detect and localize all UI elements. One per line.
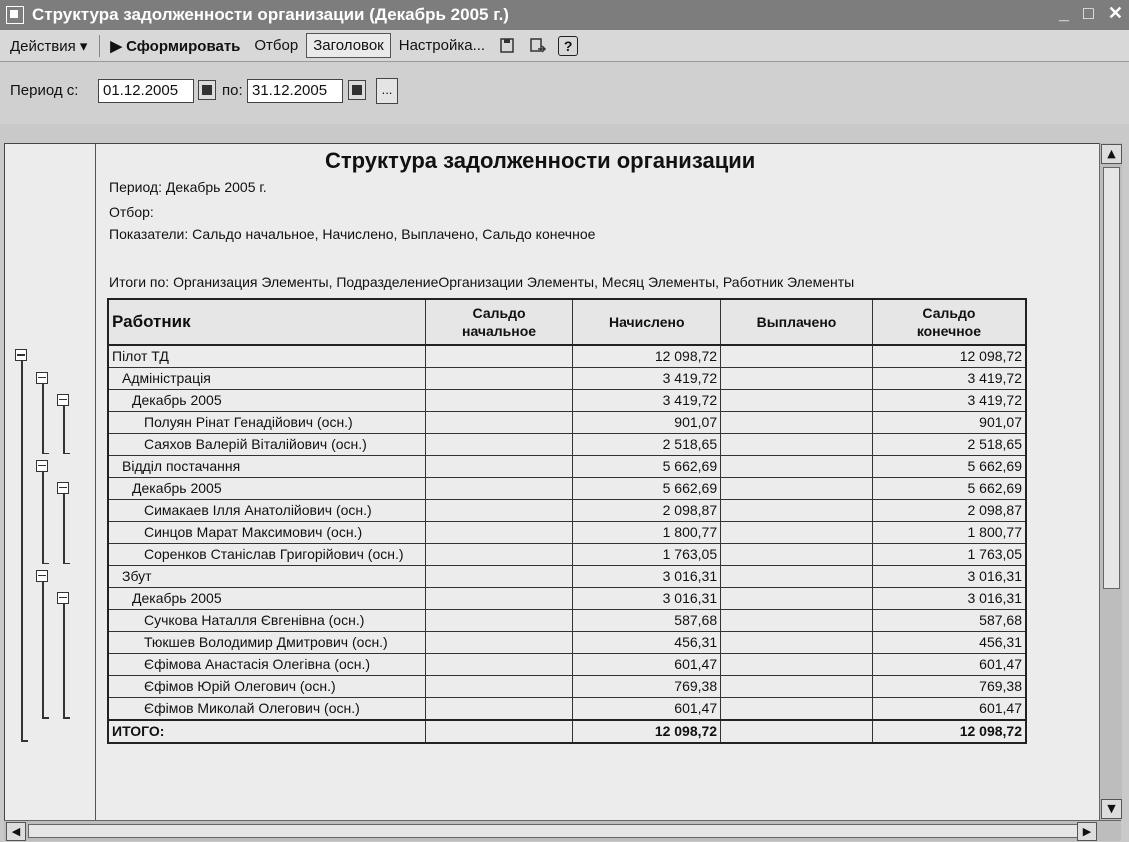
table-header-row — [108, 299, 1026, 345]
table-row[interactable] — [108, 654, 1026, 676]
collapse-group-icon[interactable] — [57, 482, 69, 494]
row-end-balance-cell: 5 662,69 — [872, 478, 1026, 500]
column-header: Сальдо конечное — [872, 299, 1026, 345]
row-accrued-cell: 587,68 — [573, 610, 721, 632]
report-filter-line: Отбор: — [109, 204, 154, 220]
column-header: Выплачено — [721, 299, 873, 345]
minimize-button[interactable]: _ — [1059, 3, 1070, 23]
row-start-balance-cell — [425, 544, 573, 566]
row-end-balance-cell: 2 098,87 — [872, 500, 1026, 522]
table-row[interactable] — [108, 456, 1026, 478]
period-to-input[interactable]: 31.12.2005 — [247, 79, 343, 103]
row-paid-cell — [721, 368, 873, 390]
group-tree-line — [63, 494, 65, 563]
row-paid-cell — [721, 434, 873, 456]
row-paid-cell — [721, 698, 873, 721]
collapse-group-icon[interactable] — [36, 372, 48, 384]
row-accrued-cell: 3 016,31 — [573, 588, 721, 610]
row-accrued-cell: 601,47 — [573, 654, 721, 676]
generate-button[interactable]: ▶ Сформировать — [110, 37, 241, 55]
row-end-balance-cell: 2 518,65 — [872, 434, 1026, 456]
group-tree-line — [42, 582, 44, 718]
help-button[interactable]: ? — [558, 36, 578, 56]
row-name-cell: Декабрь 2005 — [108, 588, 425, 610]
app-icon — [6, 6, 24, 24]
row-paid-cell — [721, 345, 873, 368]
row-start-balance-cell — [425, 434, 573, 456]
table-row[interactable] — [108, 610, 1026, 632]
table-row[interactable] — [108, 522, 1026, 544]
row-end-balance-cell: 3 016,31 — [872, 588, 1026, 610]
row-end-balance-cell: 3 419,72 — [872, 390, 1026, 412]
row-end-balance-cell: 601,47 — [872, 698, 1026, 721]
row-name-cell: Соренков Станіслав Григорійович (осн.) — [108, 544, 425, 566]
scroll-up-icon[interactable]: ▲ — [1101, 144, 1122, 164]
close-button[interactable]: ✕ — [1107, 3, 1123, 23]
period-select-button[interactable]: ... — [376, 78, 398, 104]
row-name-cell: Єфімов Юрій Олегович (осн.) — [108, 676, 425, 698]
row-name-cell: Декабрь 2005 — [108, 478, 425, 500]
group-tree-line — [42, 563, 49, 565]
horizontal-scrollbar[interactable] — [4, 820, 1121, 841]
row-end-balance-cell: 3 016,31 — [872, 566, 1026, 588]
table-row[interactable] — [108, 390, 1026, 412]
row-accrued-cell: 901,07 — [573, 412, 721, 434]
row-paid-cell — [721, 522, 873, 544]
table-row[interactable] — [108, 544, 1026, 566]
group-tree-line — [42, 472, 44, 563]
row-end-balance-cell: 601,47 — [872, 654, 1026, 676]
row-name-cell: Адміністрація — [108, 368, 425, 390]
table-row[interactable] — [108, 345, 1026, 368]
title-bar — [0, 0, 1129, 30]
column-header: Работник — [108, 299, 425, 345]
row-accrued-cell: 2 098,87 — [573, 500, 721, 522]
table-row[interactable] — [108, 676, 1026, 698]
grouping-gutter — [5, 144, 96, 821]
filter-button[interactable]: Отбор — [254, 37, 299, 54]
total-accrued-cell: 12 098,72 — [573, 720, 721, 743]
row-paid-cell — [721, 676, 873, 698]
horizontal-scroll-thumb[interactable] — [28, 824, 1090, 838]
row-paid-cell — [721, 456, 873, 478]
table-row[interactable] — [108, 500, 1026, 522]
row-name-cell: Збут — [108, 566, 425, 588]
row-paid-cell — [721, 412, 873, 434]
period-from-label: Период с: — [10, 82, 79, 99]
row-start-balance-cell — [425, 522, 573, 544]
row-name-cell: Синцов Марат Максимович (осн.) — [108, 522, 425, 544]
row-accrued-cell: 2 518,65 — [573, 434, 721, 456]
group-tree-line — [21, 361, 23, 740]
row-accrued-cell: 3 419,72 — [573, 368, 721, 390]
row-accrued-cell: 3 419,72 — [573, 390, 721, 412]
row-paid-cell — [721, 390, 873, 412]
row-start-balance-cell — [425, 478, 573, 500]
row-start-balance-cell — [425, 676, 573, 698]
row-start-balance-cell — [425, 698, 573, 721]
row-end-balance-cell: 3 419,72 — [872, 368, 1026, 390]
row-start-balance-cell — [425, 456, 573, 478]
calendar-from-icon[interactable] — [198, 80, 216, 100]
collapse-group-icon[interactable] — [36, 570, 48, 582]
row-name-cell: Відділ постачання — [108, 456, 425, 478]
group-tree-line — [63, 717, 70, 719]
column-header: Сальдо начальное — [425, 299, 573, 345]
group-tree-line — [42, 717, 49, 719]
table-total-row — [108, 720, 1026, 743]
row-paid-cell — [721, 566, 873, 588]
table-row[interactable] — [108, 434, 1026, 456]
table-row[interactable] — [108, 698, 1026, 721]
row-start-balance-cell — [425, 500, 573, 522]
settings-button[interactable]: Настройка... — [398, 37, 486, 54]
row-end-balance-cell: 769,38 — [872, 676, 1026, 698]
total-end-cell: 12 098,72 — [872, 720, 1026, 743]
collapse-group-icon[interactable] — [57, 394, 69, 406]
row-start-balance-cell — [425, 588, 573, 610]
group-tree-line — [63, 563, 70, 565]
group-tree-line — [63, 453, 70, 455]
row-accrued-cell: 1 763,05 — [573, 544, 721, 566]
row-paid-cell — [721, 500, 873, 522]
row-accrued-cell: 5 662,69 — [573, 478, 721, 500]
row-paid-cell — [721, 544, 873, 566]
report-table — [107, 298, 1027, 744]
row-start-balance-cell — [425, 345, 573, 368]
row-end-balance-cell: 1 763,05 — [872, 544, 1026, 566]
table-row[interactable] — [108, 566, 1026, 588]
row-paid-cell — [721, 654, 873, 676]
group-tree-line — [42, 384, 44, 453]
scroll-down-icon[interactable]: ▼ — [1101, 799, 1122, 819]
group-tree-line — [63, 406, 65, 453]
row-start-balance-cell — [425, 654, 573, 676]
report-totals-line: Итоги по: Организация Элементы, ПодразделениеОрганизации Элементы, Месяц Элементы, Работник Элементы — [109, 274, 855, 290]
row-paid-cell — [721, 632, 873, 654]
table-row[interactable] — [108, 478, 1026, 500]
row-end-balance-cell: 12 098,72 — [872, 345, 1026, 368]
row-start-balance-cell — [425, 566, 573, 588]
table-row[interactable] — [108, 588, 1026, 610]
report-title: Структура задолженности организации — [325, 148, 756, 173]
row-name-cell: Єфімова Анастасія Олегівна (осн.) — [108, 654, 425, 676]
column-header: Начислено — [573, 299, 721, 345]
group-tree-line — [21, 740, 28, 742]
row-name-cell: Полуян Рінат Генадійович (осн.) — [108, 412, 425, 434]
period-from-input[interactable]: 01.12.2005 — [98, 79, 194, 103]
row-accrued-cell: 3 016,31 — [573, 566, 721, 588]
row-start-balance-cell — [425, 632, 573, 654]
row-name-cell: Тюкшев Володимир Дмитрович (осн.) — [108, 632, 425, 654]
row-start-balance-cell — [425, 390, 573, 412]
row-start-balance-cell — [425, 412, 573, 434]
row-end-balance-cell: 456,31 — [872, 632, 1026, 654]
table-row[interactable] — [108, 632, 1026, 654]
row-paid-cell — [721, 610, 873, 632]
header-toggle-button[interactable]: Заголовок — [306, 33, 391, 58]
row-name-cell: Саяхов Валерій Віталійович (осн.) — [108, 434, 425, 456]
save-settings-icon[interactable] — [498, 36, 518, 56]
row-paid-cell — [721, 478, 873, 500]
row-start-balance-cell — [425, 610, 573, 632]
toolbar-separator — [99, 35, 100, 57]
total-start-cell — [425, 720, 573, 743]
total-paid-cell — [721, 720, 873, 743]
row-end-balance-cell: 5 662,69 — [872, 456, 1026, 478]
row-name-cell: Декабрь 2005 — [108, 390, 425, 412]
maximize-button[interactable]: □ — [1083, 3, 1094, 23]
row-end-balance-cell: 901,07 — [872, 412, 1026, 434]
row-name-cell: Пілот ТД — [108, 345, 425, 368]
row-name-cell: Єфімов Миколай Олегович (осн.) — [108, 698, 425, 721]
report-period-line: Период: Декабрь 2005 г. — [109, 179, 267, 195]
row-accrued-cell: 456,31 — [573, 632, 721, 654]
group-tree-line — [63, 604, 65, 718]
vertical-scroll-thumb[interactable] — [1103, 167, 1120, 589]
period-panel — [0, 62, 1129, 124]
row-name-cell: Симакаев Ілля Анатолійович (осн.) — [108, 500, 425, 522]
row-end-balance-cell: 1 800,77 — [872, 522, 1026, 544]
restore-settings-icon[interactable] — [528, 36, 548, 56]
collapse-group-icon[interactable] — [36, 460, 48, 472]
row-accrued-cell: 769,38 — [573, 676, 721, 698]
row-name-cell: Сучкова Наталля Євгенівна (осн.) — [108, 610, 425, 632]
total-label-cell: ИТОГО: — [108, 720, 425, 743]
row-paid-cell — [721, 588, 873, 610]
vertical-scrollbar[interactable] — [1099, 143, 1122, 820]
toolbar — [0, 30, 1129, 62]
window-title: Структура задолженности организации (Декабрь 2005 г.) — [32, 5, 509, 24]
scroll-left-icon[interactable]: ◀ — [6, 822, 26, 841]
collapse-group-icon[interactable] — [15, 349, 27, 361]
group-tree-line — [42, 453, 49, 455]
table-row[interactable] — [108, 412, 1026, 434]
scroll-right-icon[interactable]: ▶ — [1077, 822, 1097, 841]
calendar-to-icon[interactable] — [348, 80, 366, 100]
row-accrued-cell: 1 800,77 — [573, 522, 721, 544]
report-indicators-line: Показатели: Сальдо начальное, Начислено, Выплачено, Сальдо конечное — [109, 226, 596, 242]
period-to-label: по: — [222, 82, 243, 99]
actions-menu[interactable]: Действия ▾ — [10, 37, 88, 55]
row-accrued-cell: 5 662,69 — [573, 456, 721, 478]
row-start-balance-cell — [425, 368, 573, 390]
row-end-balance-cell: 587,68 — [872, 610, 1026, 632]
row-accrued-cell: 12 098,72 — [573, 345, 721, 368]
table-row[interactable] — [108, 368, 1026, 390]
row-accrued-cell: 601,47 — [573, 698, 721, 721]
report-area — [4, 143, 1100, 822]
collapse-group-icon[interactable] — [57, 592, 69, 604]
